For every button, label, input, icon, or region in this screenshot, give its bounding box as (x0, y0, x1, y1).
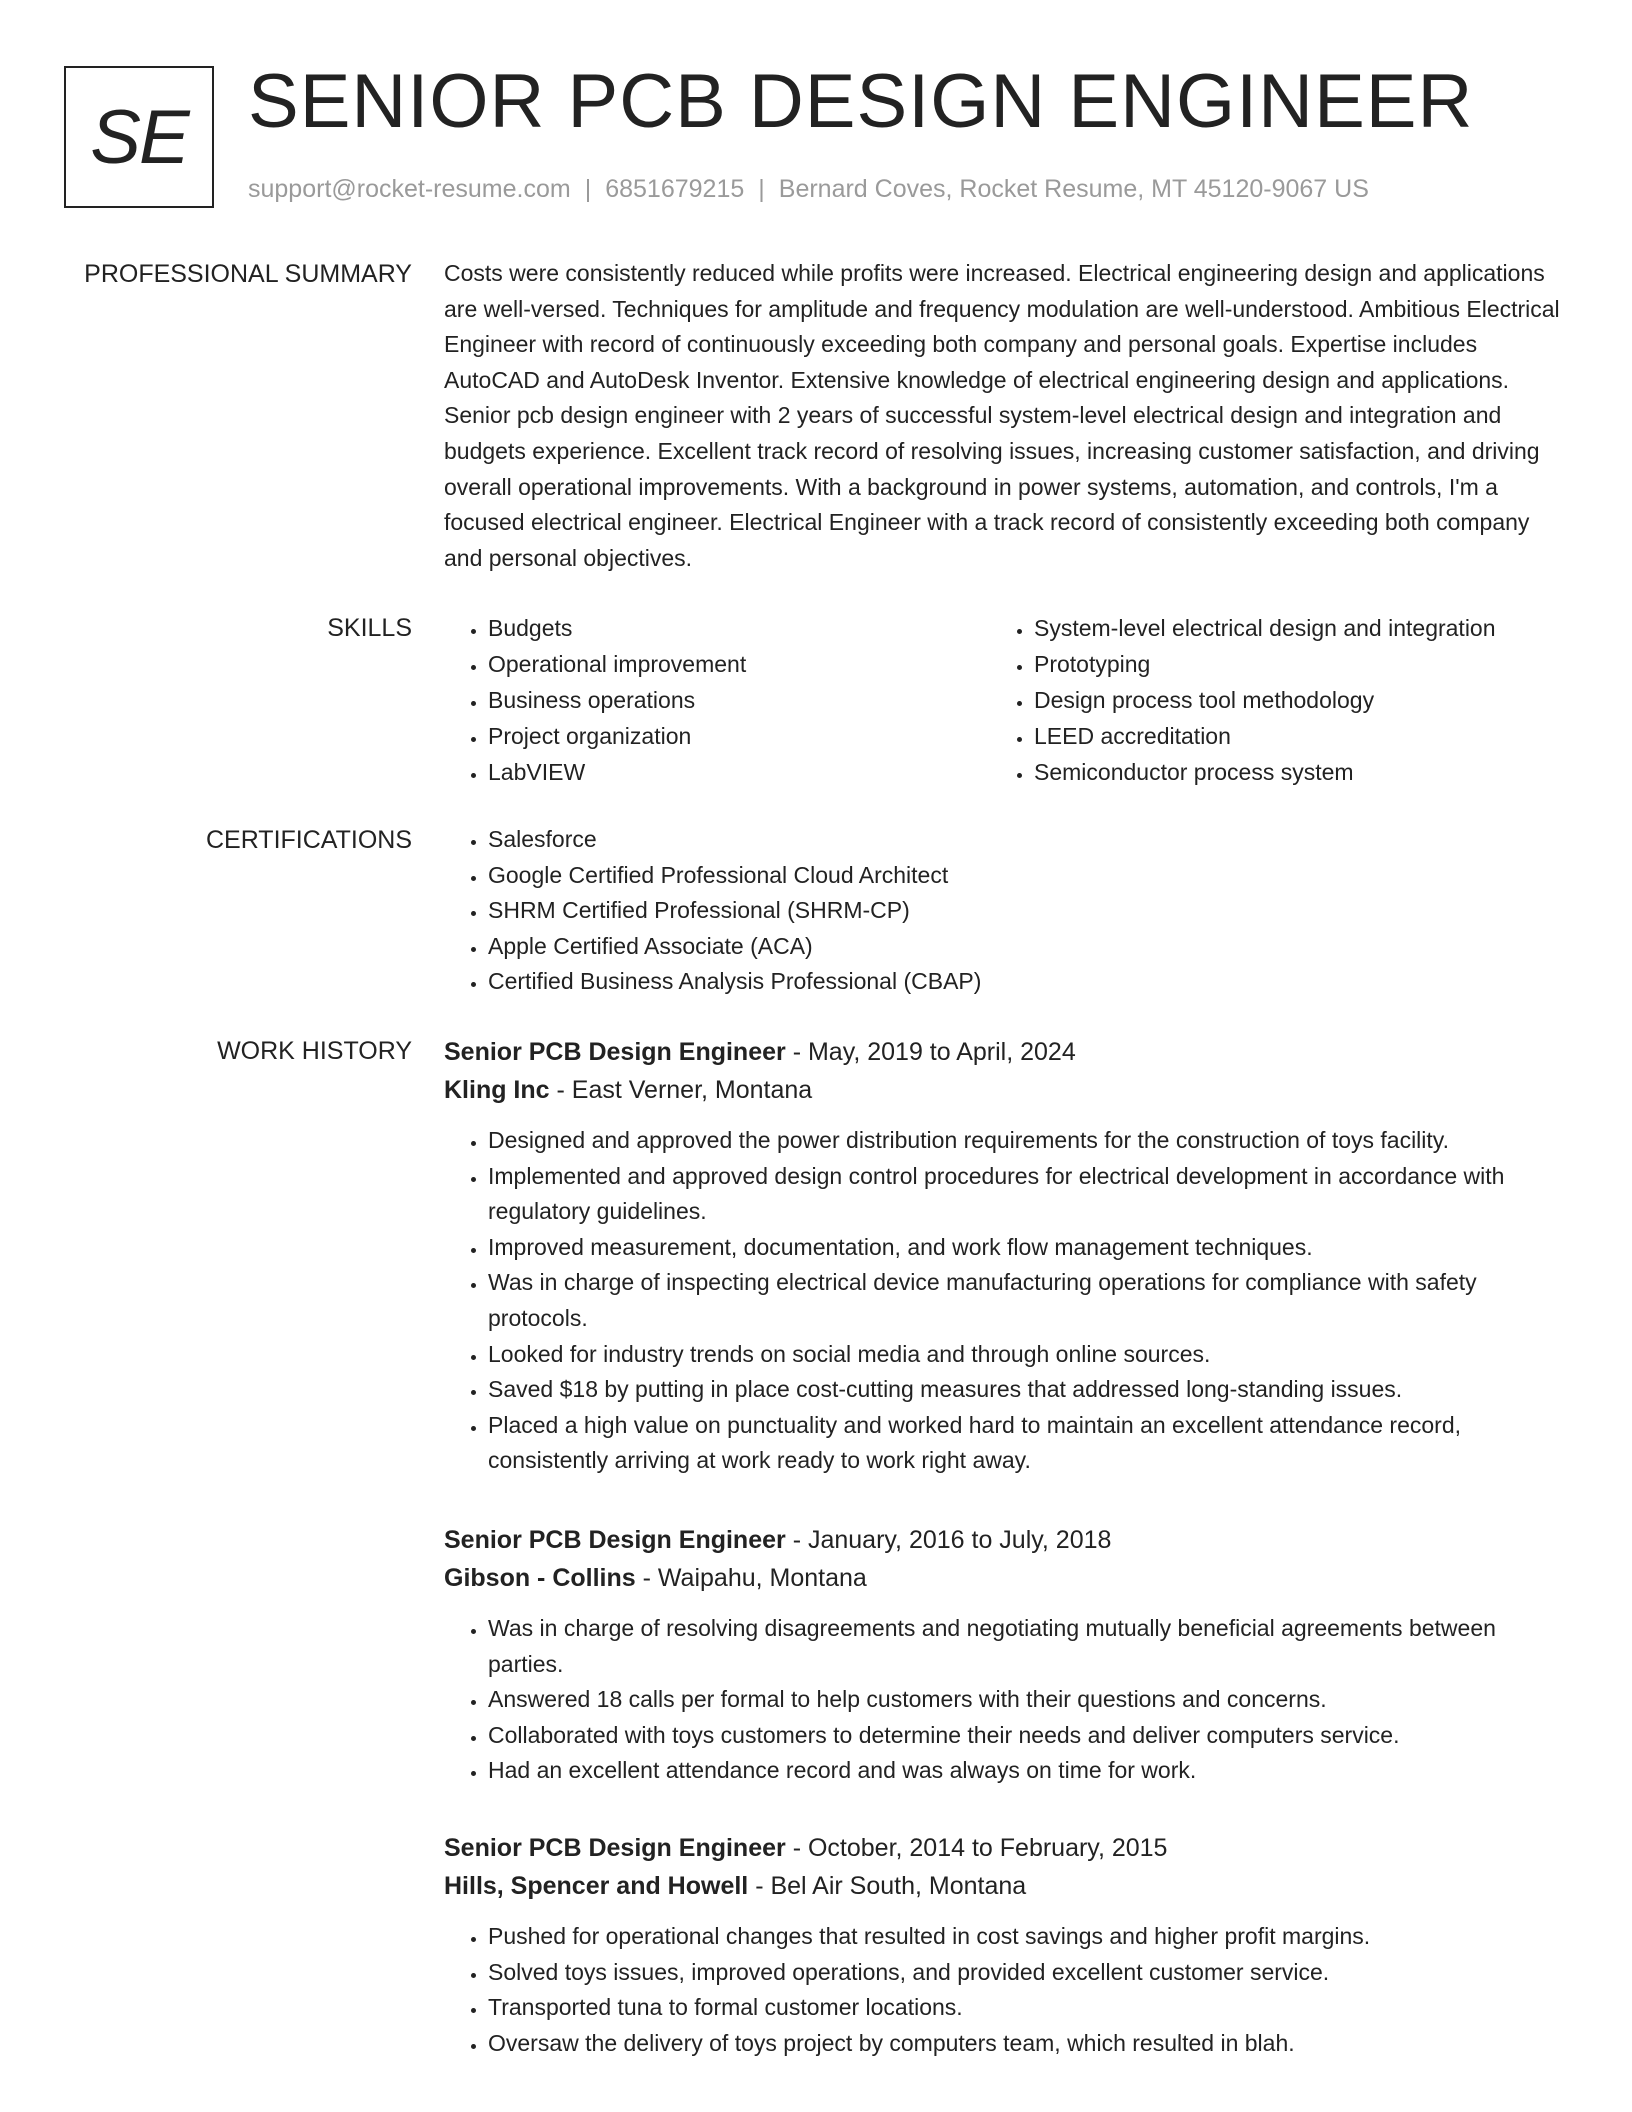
contact-separator: | (758, 175, 765, 203)
job-location: - Bel Air South, Montana (748, 1871, 1027, 1900)
job-dates: - October, 2014 to February, 2015 (785, 1833, 1168, 1862)
job-bullets (444, 1611, 1560, 1789)
job-location: - East Verner, Montana (549, 1076, 813, 1104)
job-bullets (444, 1123, 1560, 1479)
work-history-body (444, 1033, 1560, 2061)
certifications-heading: CERTIFICATIONS (205, 826, 412, 854)
skills-list-right (990, 610, 1536, 790)
certifications-list (444, 822, 1560, 1000)
summary-body (444, 256, 1560, 576)
list-item: • System-level electrical design and integration (1034, 610, 1536, 646)
list-item: • Was in charge of inspecting electrical device manufacturing operations for compliance with safety protocols. (488, 1265, 1560, 1336)
skills-heading: SKILLS (327, 614, 412, 642)
job-bullets (444, 1919, 1560, 2061)
skills-grid (444, 610, 1560, 790)
monogram-box (64, 66, 214, 208)
skills-list-left (444, 610, 990, 790)
job-company-line (444, 1867, 1560, 1905)
job-company: Kling Inc (444, 1076, 550, 1104)
list-item: • Improved measurement, documentation, and work flow management techniques. (488, 1230, 1560, 1266)
list-item: • Collaborated with toys customers to determine their needs and deliver computers service. (488, 1718, 1560, 1754)
job-entry (444, 1521, 1560, 1789)
job-company: Gibson - Collins (444, 1563, 636, 1592)
job-title: Senior PCB Design Engineer (444, 1833, 786, 1862)
contact-separator: | (584, 175, 592, 203)
list-item: • Certified Business Analysis Professional (CBAP) (488, 964, 1560, 1000)
certifications-body (444, 822, 1560, 1000)
list-item: • Looked for industry trends on social media and through online sources. (488, 1337, 1560, 1373)
job-dates: - May, 2019 to April, 2024 (785, 1038, 1076, 1066)
list-item: • SHRM Certified Professional (SHRM-CP) (488, 893, 1560, 929)
job-title-line (444, 1829, 1560, 1867)
job-title-line (444, 1521, 1560, 1559)
contact-email[interactable]: support@rocket-resume.com (248, 175, 571, 203)
list-item: • Salesforce (488, 822, 1560, 858)
list-item: • Pushed for operational changes that resulted in cost savings and higher profit margins. (488, 1919, 1560, 1955)
list-item: • LabVIEW (488, 754, 990, 790)
list-item: • Implemented and approved design control procedures for electrical development in accordance with regulatory guidelines. (488, 1159, 1560, 1230)
contact-line (248, 172, 1369, 206)
job-company: Hills, Spencer and Howell (444, 1871, 749, 1900)
list-item: • Semiconductor process system (1034, 754, 1536, 790)
contact-address: Bernard Coves, Rocket Resume, MT 45120-9067 US (778, 175, 1369, 203)
skills-column-right (990, 610, 1536, 790)
list-item: • Had an excellent attendance record and was always on time for work. (488, 1753, 1560, 1789)
job-company-line (444, 1071, 1560, 1109)
list-item: • Transported tuna to formal customer locations. (488, 1990, 1560, 2026)
list-item: • Business operations (488, 682, 990, 718)
list-item: • Was in charge of resolving disagreements and negotiating mutually beneficial agreements between parties. (488, 1611, 1560, 1682)
list-item: • Project organization (488, 718, 990, 754)
list-item: • Answered 18 calls per formal to help customers with their questions and concerns. (488, 1682, 1560, 1718)
contact-phone[interactable]: 6851679215 (605, 175, 745, 203)
job-entry (444, 1033, 1560, 1479)
monogram-initials: SE (90, 94, 188, 180)
list-item: • Budgets (488, 610, 990, 646)
skills-column-left (444, 610, 990, 790)
list-item: • Designed and approved the power distribution requirements for the construction of toys facility. (488, 1123, 1560, 1159)
list-item: • Solved toys issues, improved operations, and provided excellent customer service. (488, 1955, 1560, 1991)
list-item: • Google Certified Professional Cloud Architect (488, 858, 1560, 894)
page-title: SENIOR PCB DESIGN ENGINEER (248, 59, 1474, 144)
summary-text: Costs were consistently reduced while profits were increased. Electrical engineering design and applications are well-versed. Techniques for amplitude and frequency modulation are well-understood. Ambitious Electrical Engineer with record of continuously exceeding both company and personal goals. Expertise includes AutoCAD and AutoDesk Inventor. Extensive knowledge of electrical engineering design and applications. Senior pcb design engineer with 2 years of successful system-level electrical design and integration and budgets experience. Excellent track record of resolving issues, increasing customer satisfaction, and driving overall operational improvements. With a background in power systems, automation, and controls, I'm a focused electrical engineer. Electrical Engineer with a track record of consistently exceeding both company and personal objectives. (444, 260, 1560, 571)
work-history-heading: WORK HISTORY (217, 1037, 412, 1065)
job-title: Senior PCB Design Engineer (444, 1038, 786, 1066)
job-dates: - January, 2016 to July, 2018 (785, 1525, 1112, 1554)
list-item: • LEED accreditation (1034, 718, 1536, 754)
job-company-line (444, 1559, 1560, 1597)
list-item: • Prototyping (1034, 646, 1536, 682)
list-item: • Design process tool methodology (1034, 682, 1536, 718)
summary-heading: PROFESSIONAL SUMMARY (84, 260, 412, 288)
job-location: - Waipahu, Montana (635, 1563, 867, 1592)
list-item: • Saved $18 by putting in place cost-cutting measures that addressed long-standing issues. (488, 1372, 1560, 1408)
list-item: • Operational improvement (488, 646, 990, 682)
list-item: • Apple Certified Associate (ACA) (488, 929, 1560, 965)
job-title: Senior PCB Design Engineer (444, 1525, 786, 1554)
skills-body (444, 610, 1560, 790)
job-entry (444, 1829, 1560, 2061)
list-item: • Oversaw the delivery of toys project by computers team, which resulted in blah. (488, 2026, 1560, 2062)
list-item: • Placed a high value on punctuality and worked hard to maintain an excellent attendance record, consistently arriving at work ready to work right away. (488, 1408, 1560, 1479)
job-title-line (444, 1033, 1560, 1071)
